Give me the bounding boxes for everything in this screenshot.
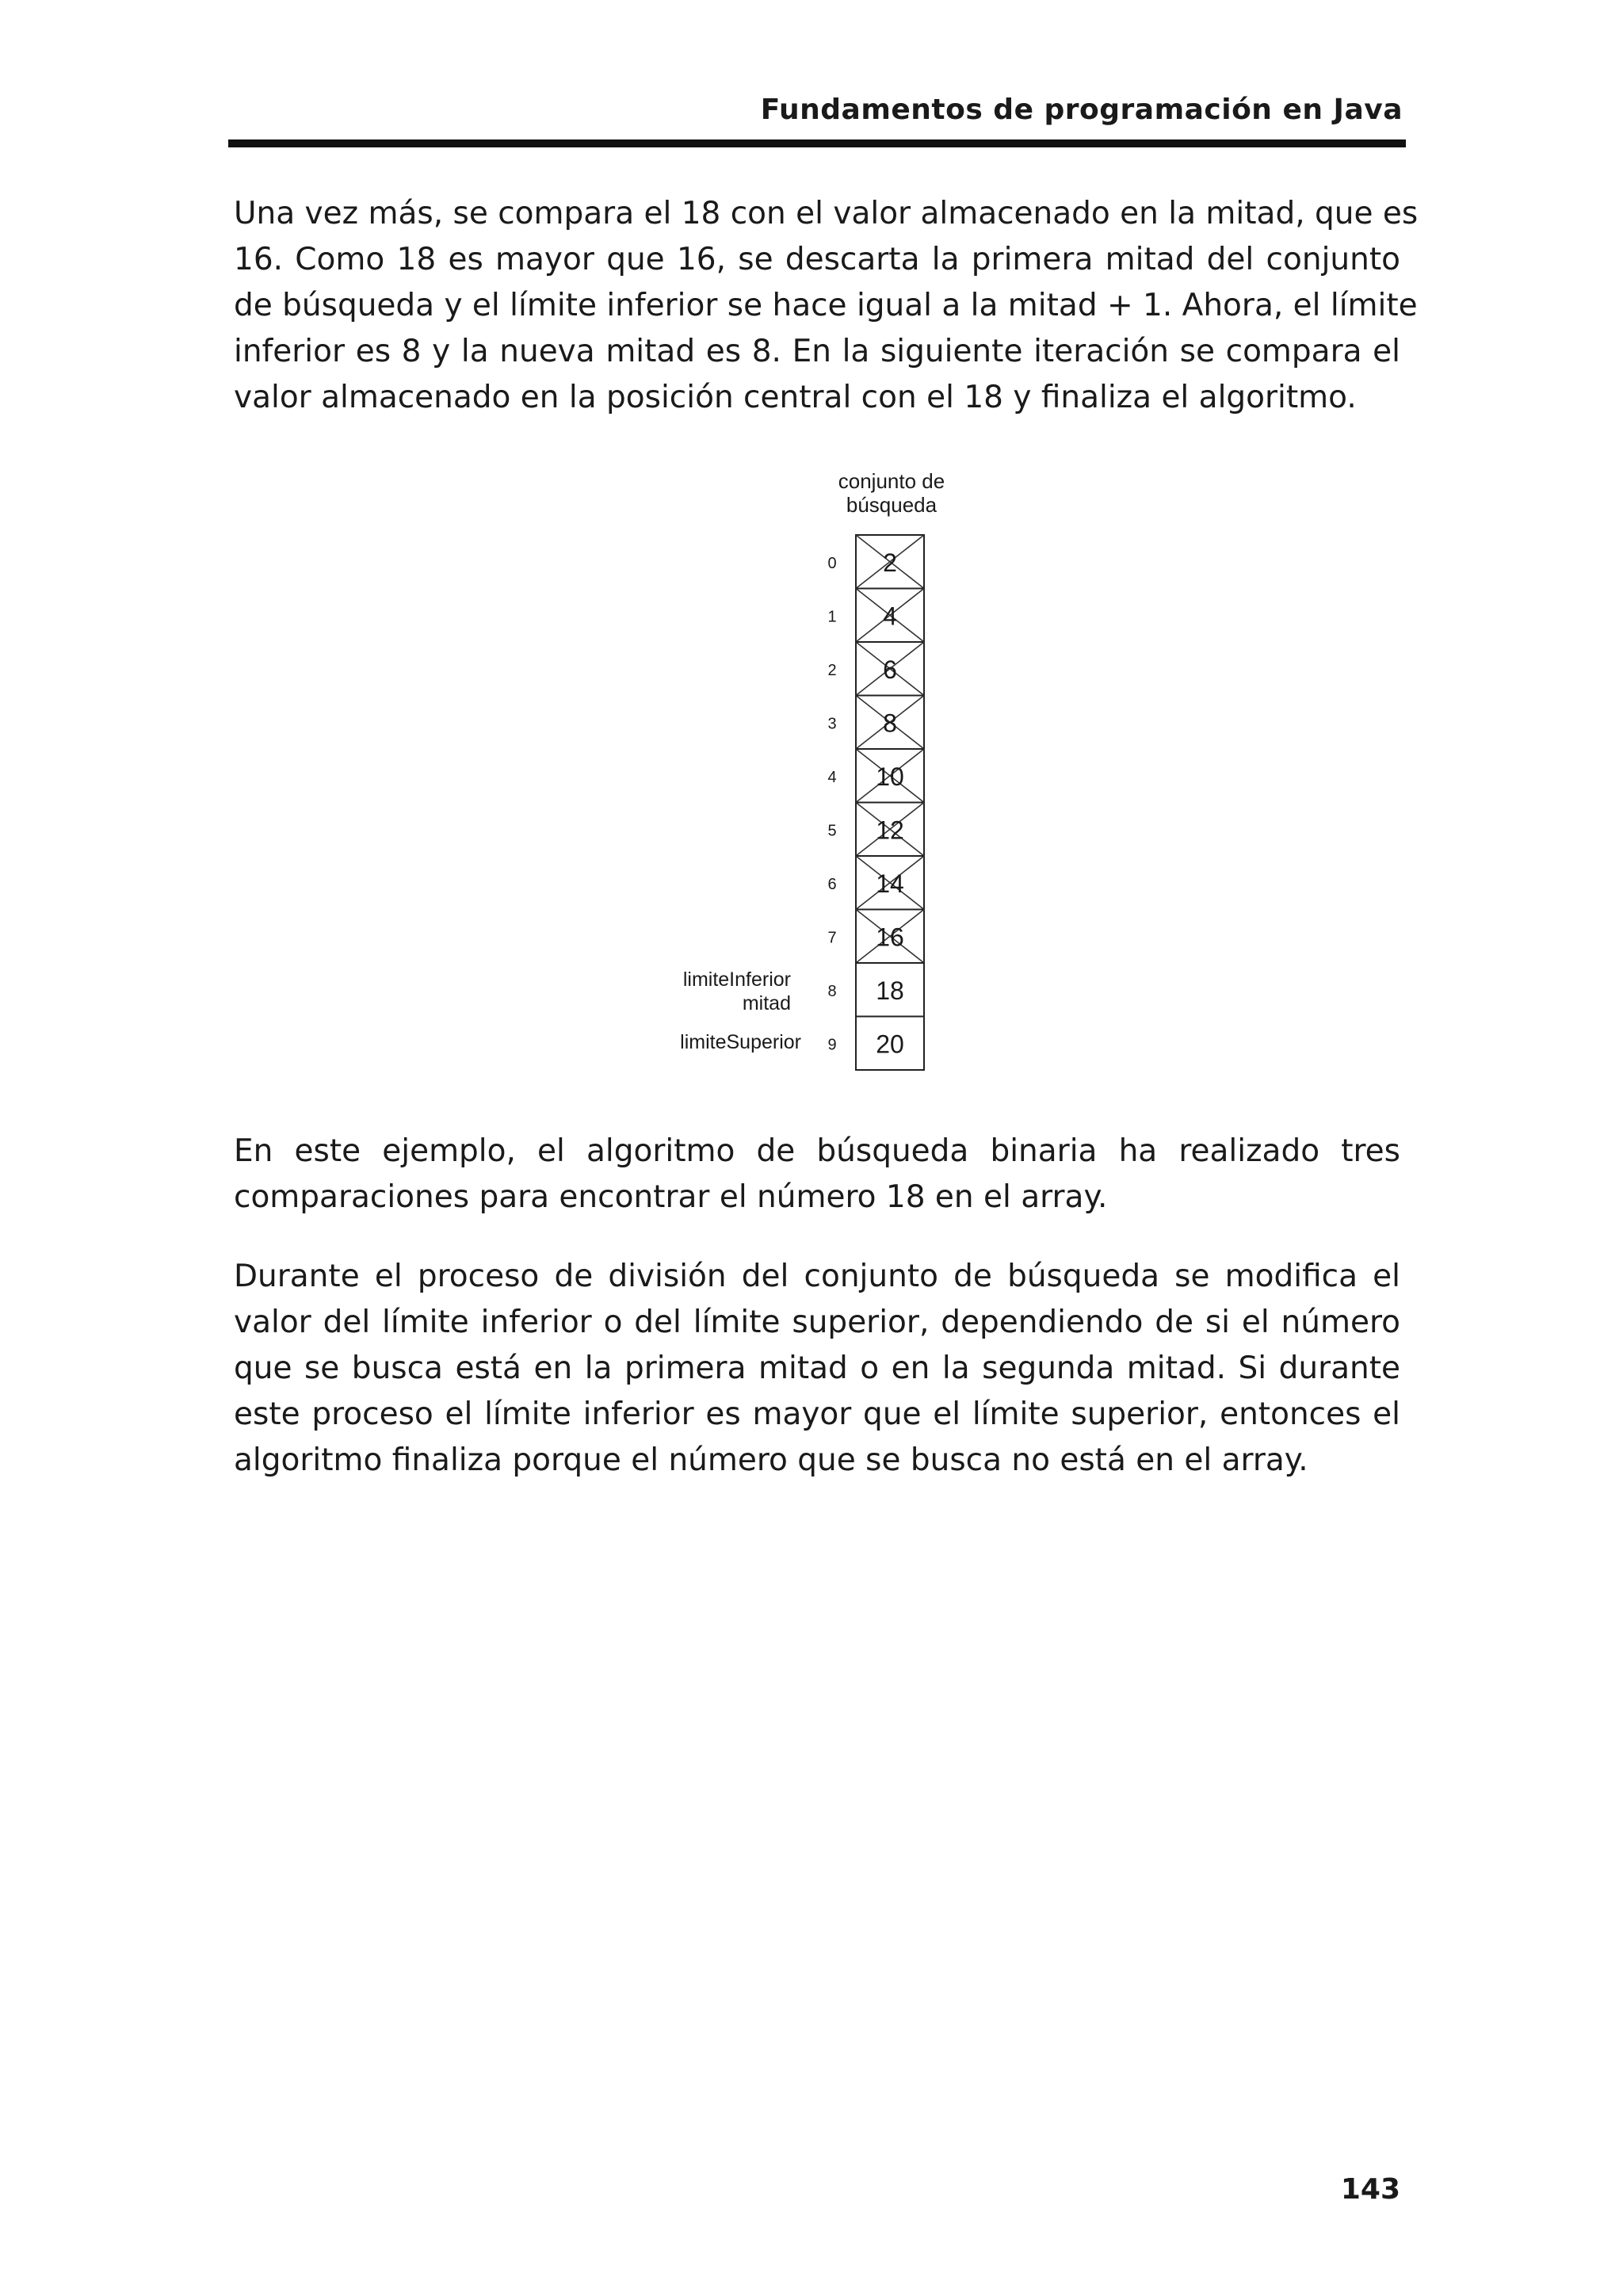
array-cell-value: 14 — [876, 869, 904, 898]
paragraph-line: En este ejemplo, el algoritmo de búsqueda binaria ha realizado tres — [234, 1133, 1400, 1169]
figure-title-line-2: búsqueda — [846, 493, 938, 517]
running-header-title: Fundamentos de programación en Java — [760, 94, 1403, 126]
array-cell-value: 6 — [883, 655, 897, 684]
paragraph-line: Durante el proceso de división del conjunto de búsqueda se modifica el — [234, 1259, 1400, 1294]
array-index-label: 4 — [827, 768, 837, 786]
paragraph-line: que se busca está en la primera mitad o en la segunda mitad. Si durante — [234, 1350, 1400, 1386]
array-cells — [827, 535, 924, 1070]
array-index-label: 8 — [827, 982, 837, 1000]
paragraph-1 — [234, 191, 1419, 421]
array-index-label: 0 — [827, 554, 837, 572]
array-index-label: 3 — [827, 715, 837, 733]
array-index-label: 6 — [827, 875, 837, 893]
array-cell-value: 18 — [876, 976, 904, 1005]
page-number: 143 — [1340, 2173, 1400, 2206]
binary-search-array-figure — [634, 468, 999, 1086]
paragraph-2 — [234, 1129, 1400, 1221]
limite-inferior-label: limiteInferior — [682, 968, 791, 991]
paragraph-line: de búsqueda y el límite inferior se hace igual a la mitad + 1. Ahora, el límite — [234, 288, 1418, 323]
array-cell-value: 16 — [876, 923, 904, 952]
array-cell-value: 12 — [876, 816, 904, 845]
limite-superior-label: limiteSuperior — [680, 1031, 801, 1053]
array-cell-value: 20 — [876, 1030, 904, 1059]
array-cell-value: 8 — [883, 709, 897, 738]
array-cell-value: 4 — [883, 602, 897, 631]
paragraph-line: 16. Como 18 es mayor que 16, se descarta la primera mitad del conjunto — [234, 242, 1400, 277]
paragraph-line: Una vez más, se compara el 18 con el valor almacenado en la mitad, que es — [234, 196, 1419, 231]
figure-title-line-1: conjunto de — [838, 469, 945, 493]
paragraph-line: algoritmo finaliza porque el número que se busca no está en el array. — [234, 1442, 1308, 1478]
array-index-label: 5 — [827, 822, 837, 840]
array-index-label: 9 — [827, 1036, 837, 1054]
mitad-label: mitad — [742, 992, 791, 1014]
paragraph-3 — [234, 1254, 1400, 1484]
paragraph-line: valor almacenado en la posición central con el 18 y finaliza el algoritmo. — [234, 380, 1357, 415]
array-index-label: 1 — [827, 608, 837, 626]
paragraph-line: inferior es 8 y la nueva mitad es 8. En la siguiente iteración se compara el — [234, 334, 1400, 369]
array-cell-value: 2 — [883, 548, 897, 577]
paragraph-line: este proceso el límite inferior es mayor que el límite superior, entonces el — [234, 1396, 1400, 1432]
header-rule — [228, 139, 1406, 147]
array-index-label: 2 — [827, 661, 837, 679]
paragraph-line: comparaciones para encontrar el número 18 en el array. — [234, 1179, 1108, 1215]
array-cell-value: 10 — [876, 762, 904, 791]
paragraph-line: valor del límite inferior o del límite superior, dependiendo de si el número — [234, 1305, 1400, 1340]
array-index-label: 7 — [827, 929, 837, 947]
